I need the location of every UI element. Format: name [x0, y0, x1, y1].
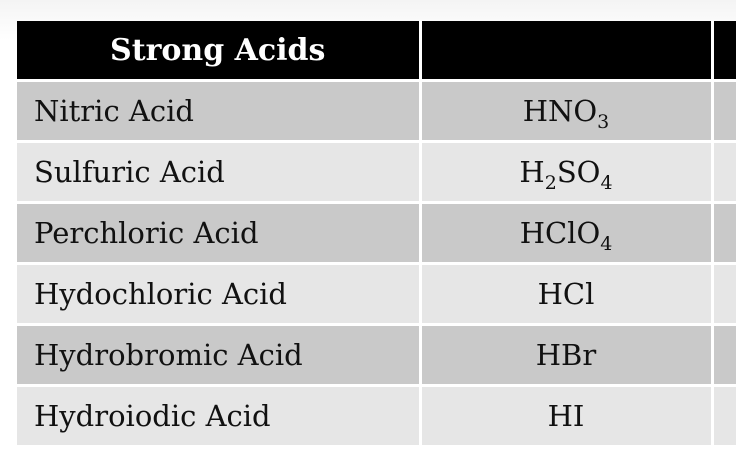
- extra-cell: [712, 325, 736, 386]
- header-acid-name: Strong Acids: [17, 21, 420, 81]
- table-row: [17, 325, 736, 386]
- formula-part: SO: [556, 155, 601, 189]
- acid-formula-cell: [420, 325, 712, 386]
- extra-cell: [712, 264, 736, 325]
- extra-cell: [712, 386, 736, 446]
- acid-formula-cell: [420, 264, 712, 325]
- extra-cell: [712, 81, 736, 142]
- acid-name-cell: Perchloric Acid: [17, 203, 420, 264]
- formula-subscript: 2: [544, 172, 557, 194]
- acid-name-cell: Nitric Acid: [17, 81, 420, 142]
- acid-formula-cell: [420, 81, 712, 142]
- acid-name-cell: Sulfuric Acid: [17, 142, 420, 203]
- table-row: [17, 264, 736, 325]
- header-formula: [420, 21, 712, 81]
- formula-part: HClO: [519, 216, 601, 250]
- formula-part: HI: [547, 399, 585, 433]
- formula-subscript: 4: [600, 233, 613, 255]
- acid-name-cell: Hydochloric Acid: [17, 264, 420, 325]
- table-row: [17, 81, 736, 142]
- acid-formula-cell: [420, 142, 712, 203]
- extra-cell: [712, 203, 736, 264]
- formula-part: HCl: [537, 277, 595, 311]
- strong-acids-table: [17, 21, 736, 445]
- formula-part: HNO: [522, 94, 598, 128]
- formula-subscript: 4: [600, 172, 613, 194]
- header-extra: [712, 21, 736, 81]
- acid-name-cell: Hydrobromic Acid: [17, 325, 420, 386]
- table-row: [17, 386, 736, 446]
- acid-formula-cell: [420, 386, 712, 446]
- extra-cell: [712, 142, 736, 203]
- formula-subscript: 3: [597, 111, 610, 133]
- table-row: [17, 203, 736, 264]
- formula-part: HBr: [535, 338, 597, 372]
- formula-part: H: [519, 155, 545, 189]
- acid-formula-cell: [420, 203, 712, 264]
- table-body: [17, 81, 736, 446]
- table-header-row: [17, 21, 736, 81]
- table-row: [17, 142, 736, 203]
- acid-name-cell: Hydroiodic Acid: [17, 386, 420, 446]
